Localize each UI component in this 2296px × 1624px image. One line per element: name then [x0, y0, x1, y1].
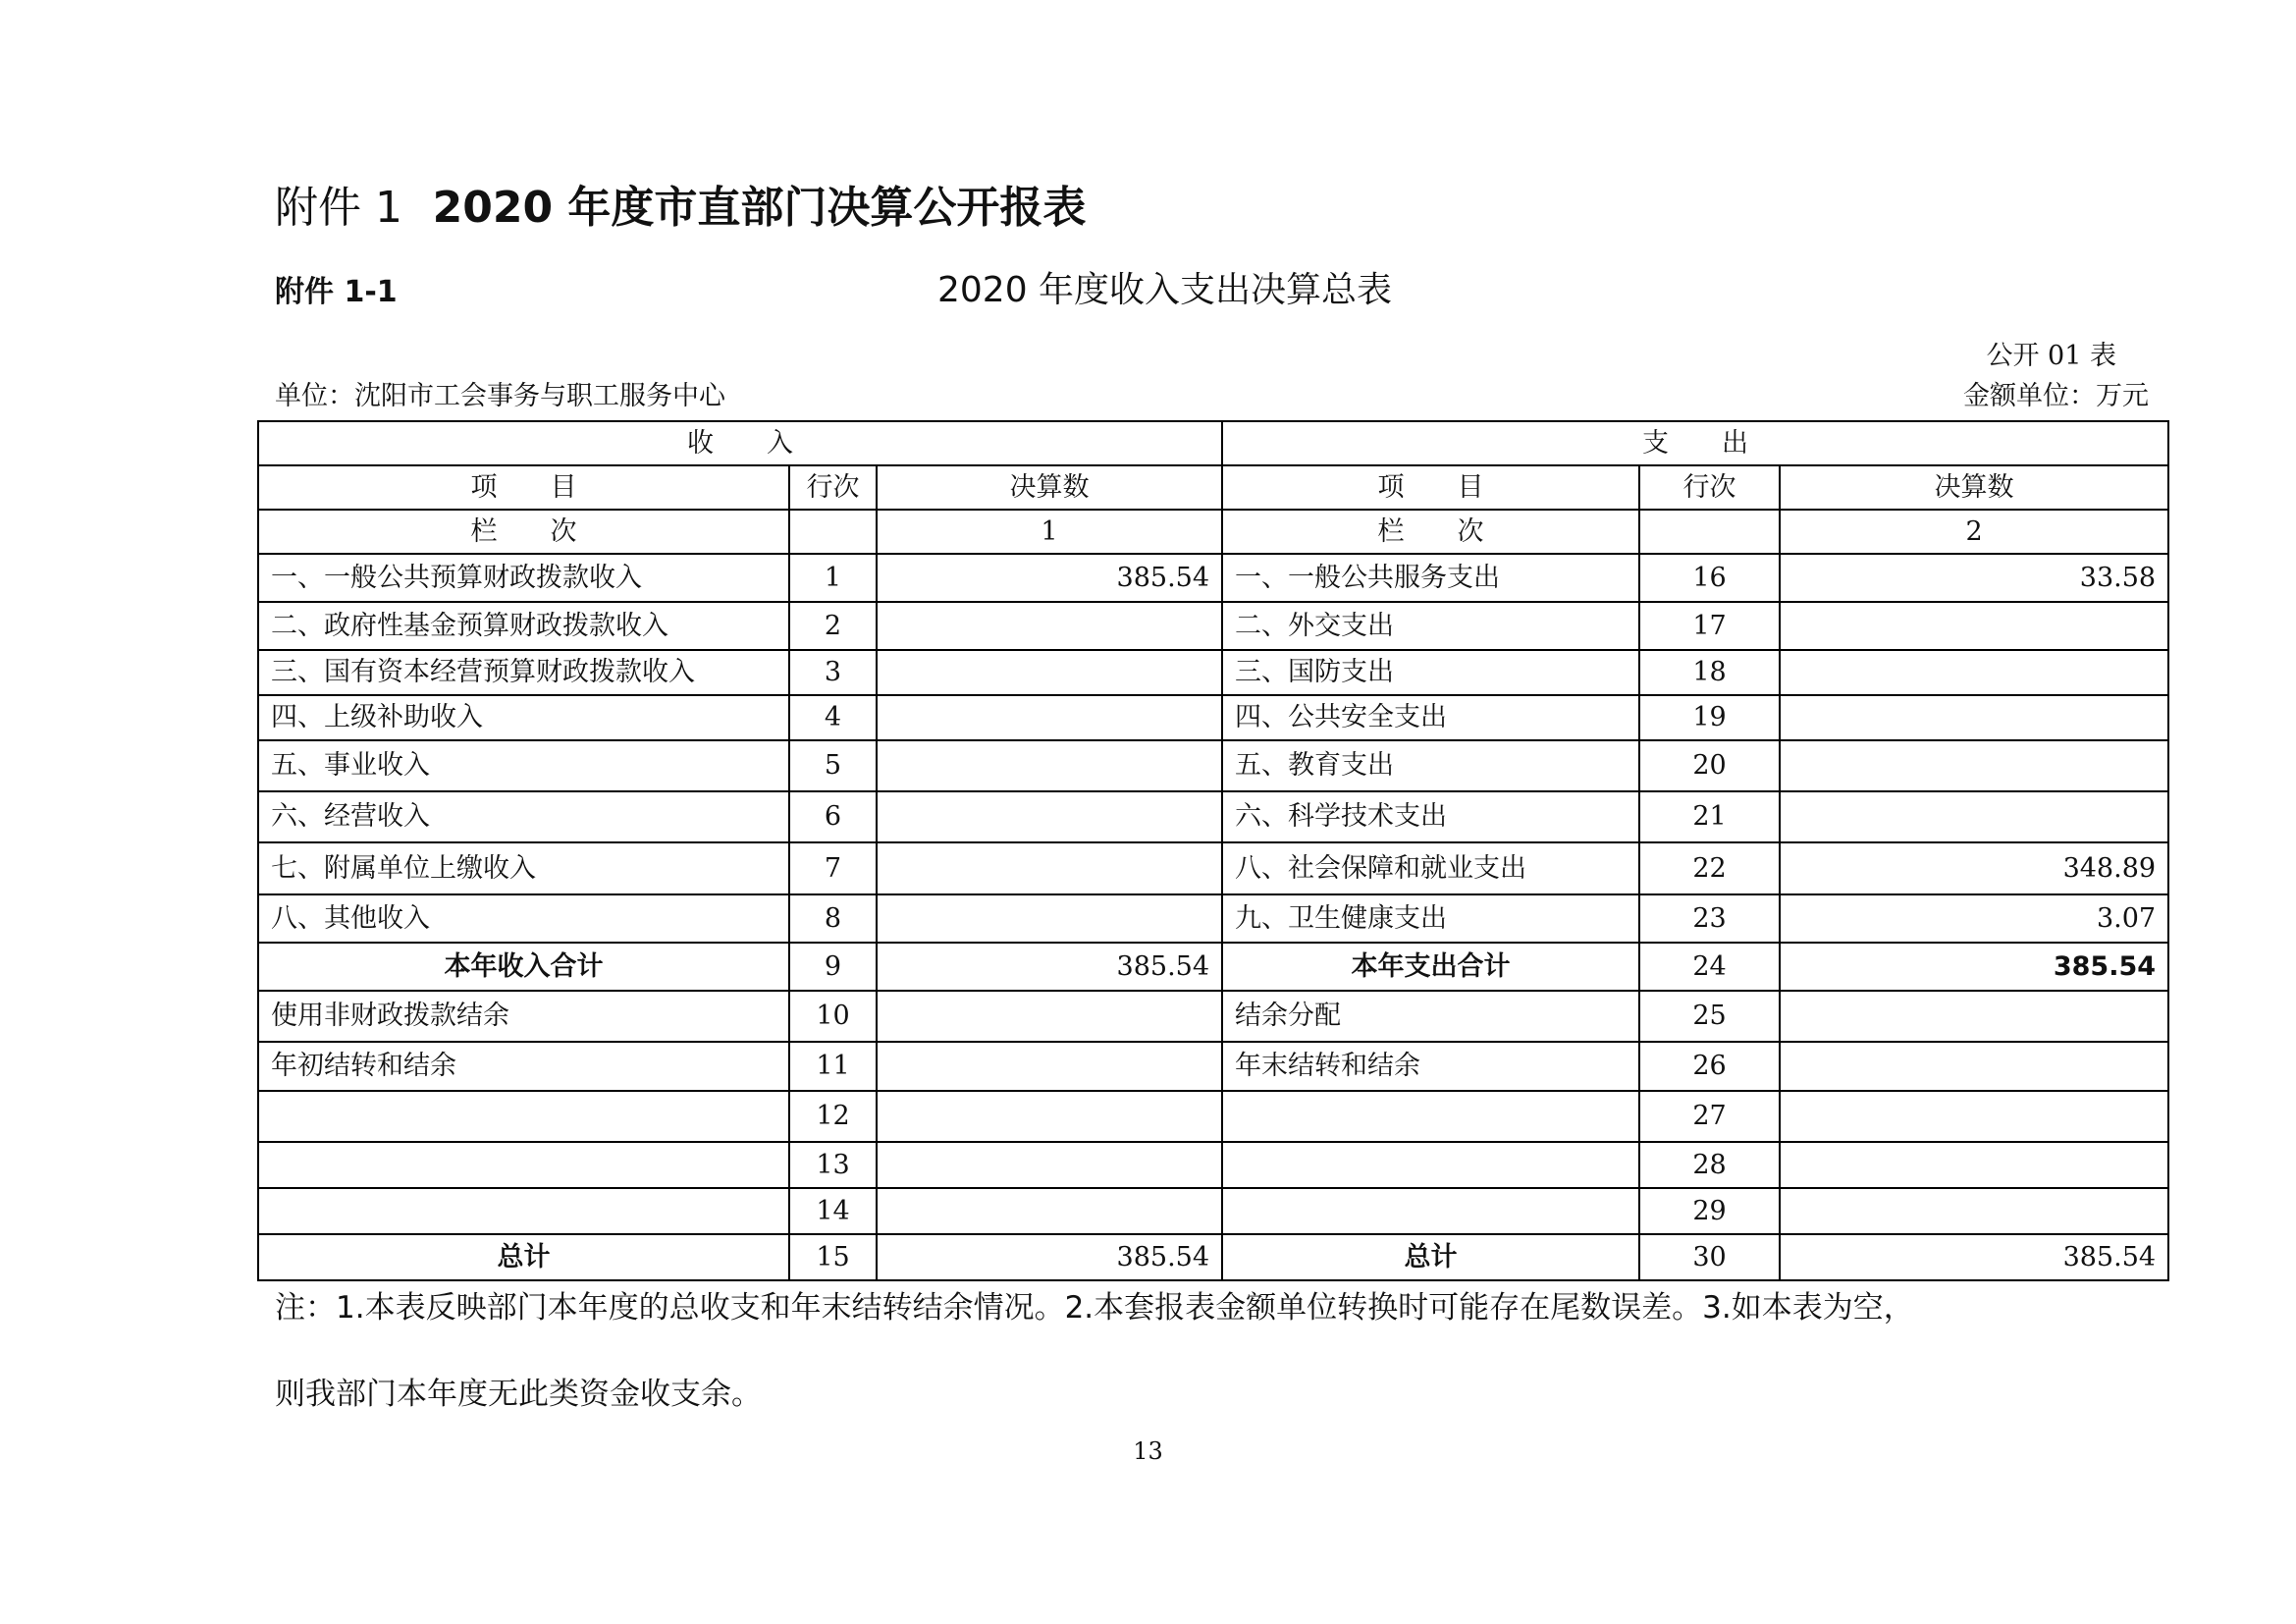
expense-row-no-cell: 19: [1639, 695, 1780, 740]
income-item-cell: 一、一般公共预算财政拨款收入: [258, 554, 789, 602]
expense-row-no-cell: 18: [1639, 650, 1780, 695]
expense-item-cell: 六、科学技术支出: [1222, 791, 1639, 842]
expense-amount-header: 决算数: [1780, 465, 2168, 510]
income-item-header: 项 目: [258, 465, 789, 510]
expense-row-no-cell: 27: [1639, 1091, 1780, 1142]
table-row: [258, 894, 2168, 943]
income-column-index: 1: [877, 510, 1222, 554]
expense-amount-cell: [1780, 650, 2168, 695]
income-item-cell: 使用非财政拨款结余: [258, 991, 789, 1042]
income-item-cell: 二、政府性基金预算财政拨款收入: [258, 602, 789, 650]
income-row-no-header: 行次: [789, 465, 877, 510]
total-row: [258, 1234, 2168, 1280]
expense-section-header: 支 出: [1222, 421, 2168, 465]
income-row-no-cell: 10: [789, 991, 877, 1042]
column-index-row: [258, 510, 2168, 554]
income-item-cell: 六、经营收入: [258, 791, 789, 842]
income-item-cell: [258, 1142, 789, 1188]
income-amount-cell: [877, 740, 1222, 791]
expense-item-cell: 总计: [1222, 1234, 1639, 1280]
expense-row-no-cell: 29: [1639, 1188, 1780, 1234]
expense-column-index: 2: [1780, 510, 2168, 554]
note-line-2: 则我部门本年度无此类资金收支余。: [275, 1377, 762, 1412]
expense-row-no-cell: 24: [1639, 943, 1780, 991]
table-row: [258, 602, 2168, 650]
income-amount-cell: [877, 1188, 1222, 1234]
expense-row-no-cell: 16: [1639, 554, 1780, 602]
expense-amount-cell: 385.54: [1780, 1234, 2168, 1280]
income-amount-cell: [877, 1042, 1222, 1091]
income-item-cell: 四、上级补助收入: [258, 695, 789, 740]
income-row-no-cell: 11: [789, 1042, 877, 1091]
amount-unit: 金额单位：万元: [1963, 381, 2149, 411]
income-row-no-cell: 1: [789, 554, 877, 602]
expense-amount-cell: [1780, 740, 2168, 791]
income-row-no-cell: 6: [789, 791, 877, 842]
expense-item-cell: 本年支出合计: [1222, 943, 1639, 991]
expense-amount-cell: [1780, 1142, 2168, 1188]
income-amount-cell: 385.54: [877, 554, 1222, 602]
expense-amount-cell: [1780, 695, 2168, 740]
expense-row-no-cell: 22: [1639, 842, 1780, 894]
title-prefix: 附件 1: [275, 183, 402, 233]
income-row-no-cell: 5: [789, 740, 877, 791]
expense-amount-cell: 3.07: [1780, 894, 2168, 943]
expense-item-cell: 五、教育支出: [1222, 740, 1639, 791]
expense-amount-cell: [1780, 791, 2168, 842]
income-item-cell: 年初结转和结余: [258, 1042, 789, 1091]
expense-amount-cell: 348.89: [1780, 842, 2168, 894]
income-item-cell: 三、国有资本经营预算财政拨款收入: [258, 650, 789, 695]
income-index-blank: [789, 510, 877, 554]
income-row-no-cell: 9: [789, 943, 877, 991]
income-row-no-cell: 13: [789, 1142, 877, 1188]
expense-item-cell: [1222, 1091, 1639, 1142]
expense-item-cell: 年末结转和结余: [1222, 1042, 1639, 1091]
table-row: [258, 842, 2168, 894]
income-amount-header: 决算数: [877, 465, 1222, 510]
table-row: [258, 740, 2168, 791]
form-number: 公开 01 表: [1986, 341, 2116, 371]
expense-row-no-cell: 30: [1639, 1234, 1780, 1280]
expense-amount-cell: [1780, 1188, 2168, 1234]
income-row-no-cell: 4: [789, 695, 877, 740]
expense-item-cell: 四、公共安全支出: [1222, 695, 1639, 740]
expense-item-cell: 结余分配: [1222, 991, 1639, 1042]
income-amount-cell: [877, 842, 1222, 894]
income-section-header: 收 入: [258, 421, 1222, 465]
income-row-no-cell: 12: [789, 1091, 877, 1142]
income-amount-cell: [877, 1091, 1222, 1142]
income-item-cell: [258, 1188, 789, 1234]
expense-index-blank: [1639, 510, 1780, 554]
table-row: [258, 1042, 2168, 1091]
expense-amount-cell: 385.54: [1780, 943, 2168, 991]
organization-unit: 单位：沈阳市工会事务与职工服务中心: [275, 381, 725, 411]
section-header-row: [258, 421, 2168, 465]
subtotal-row: [258, 943, 2168, 991]
income-item-cell: 本年收入合计: [258, 943, 789, 991]
expense-row-no-cell: 17: [1639, 602, 1780, 650]
expense-item-cell: 九、卫生健康支出: [1222, 894, 1639, 943]
income-row-no-cell: 8: [789, 894, 877, 943]
expense-item-header: 项 目: [1222, 465, 1639, 510]
note-line-1: 注：1.本表反映部门本年度的总收支和年末结转结余情况。2.本套报表金额单位转换时可能存在尾数误差。3.如本表为空，: [275, 1290, 1914, 1326]
page-number: 13: [1133, 1437, 1163, 1465]
table-row: [258, 991, 2168, 1042]
expense-row-no-header: 行次: [1639, 465, 1780, 510]
document-title: [275, 179, 1086, 238]
expense-amount-cell: [1780, 602, 2168, 650]
expense-amount-cell: 33.58: [1780, 554, 2168, 602]
income-amount-cell: [877, 894, 1222, 943]
table-row: [258, 554, 2168, 602]
table-row: [258, 650, 2168, 695]
income-row-no-cell: 2: [789, 602, 877, 650]
income-item-cell: 总计: [258, 1234, 789, 1280]
expense-item-cell: 二、外交支出: [1222, 602, 1639, 650]
expense-item-cell: 一、一般公共服务支出: [1222, 554, 1639, 602]
income-amount-cell: [877, 791, 1222, 842]
income-amount-cell: [877, 1142, 1222, 1188]
column-header-row: [258, 465, 2168, 510]
expense-item-cell: 八、社会保障和就业支出: [1222, 842, 1639, 894]
attachment-label: 附件 1-1: [275, 275, 398, 309]
table-row: [258, 1091, 2168, 1142]
income-amount-cell: [877, 650, 1222, 695]
expense-amount-cell: [1780, 991, 2168, 1042]
income-row-no-cell: 3: [789, 650, 877, 695]
income-row-no-cell: 7: [789, 842, 877, 894]
income-amount-cell: [877, 602, 1222, 650]
income-item-cell: [258, 1091, 789, 1142]
income-row-no-cell: 15: [789, 1234, 877, 1280]
income-expense-table: [257, 420, 2169, 1281]
income-item-cell: 五、事业收入: [258, 740, 789, 791]
expense-row-no-cell: 25: [1639, 991, 1780, 1042]
expense-amount-cell: [1780, 1091, 2168, 1142]
expense-row-no-cell: 26: [1639, 1042, 1780, 1091]
title-main-text: 2020 年度市直部门决算公开报表: [432, 183, 1087, 233]
table-row: [258, 1142, 2168, 1188]
income-row-no-cell: 14: [789, 1188, 877, 1234]
income-amount-cell: 385.54: [877, 943, 1222, 991]
income-amount-cell: [877, 695, 1222, 740]
table-row: [258, 791, 2168, 842]
expense-item-cell: [1222, 1142, 1639, 1188]
expense-row-no-cell: 23: [1639, 894, 1780, 943]
table-row: [258, 695, 2168, 740]
table-title: 2020 年度收入支出决算总表: [937, 270, 1393, 310]
expense-index-label: 栏 次: [1222, 510, 1639, 554]
income-item-cell: 八、其他收入: [258, 894, 789, 943]
income-index-label: 栏 次: [258, 510, 789, 554]
expense-row-no-cell: 21: [1639, 791, 1780, 842]
expense-amount-cell: [1780, 1042, 2168, 1091]
expense-row-no-cell: 28: [1639, 1142, 1780, 1188]
expense-item-cell: [1222, 1188, 1639, 1234]
expense-item-cell: 三、国防支出: [1222, 650, 1639, 695]
income-amount-cell: 385.54: [877, 1234, 1222, 1280]
expense-row-no-cell: 20: [1639, 740, 1780, 791]
income-amount-cell: [877, 991, 1222, 1042]
income-item-cell: 七、附属单位上缴收入: [258, 842, 789, 894]
table-row: [258, 1188, 2168, 1234]
